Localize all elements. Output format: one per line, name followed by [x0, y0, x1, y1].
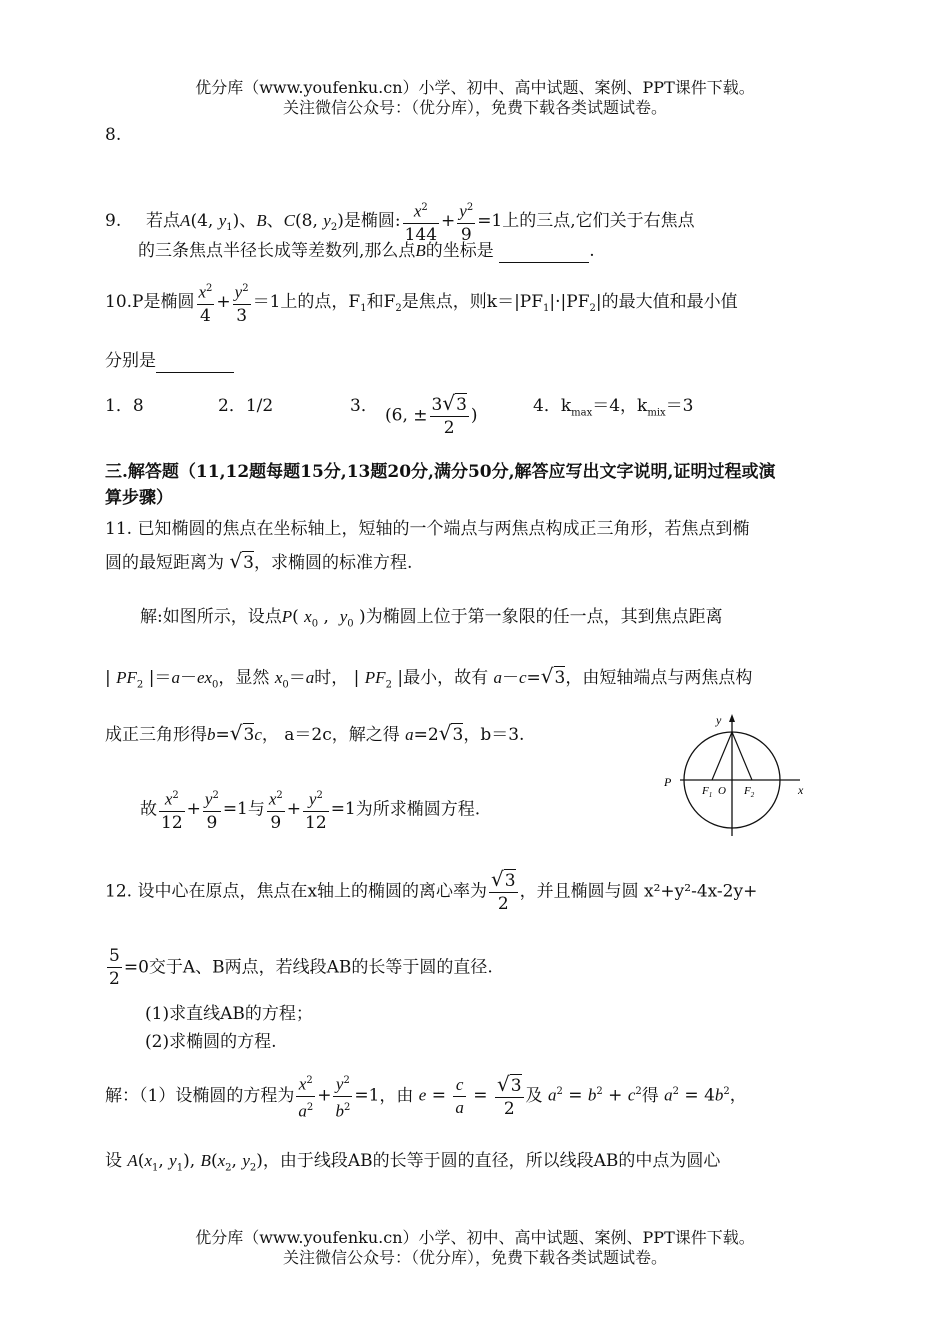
question-11-line-2: 圆的最短距离为 √3，求椭圆的标准方程. [105, 549, 413, 573]
header-line-2: 关注微信公众号：（优分库），免费下载各类试题试卷。 [282, 98, 667, 117]
q9-frac-y: $\frac{y^2}{9}$ [457, 197, 475, 246]
figure-y-arrow [729, 714, 735, 722]
question-9-line-1: 9. 若点A(4, $y_1$)、B、C(8, $y_2$)是椭圆: $\frac{x^2}{144}$ + $\frac{y^2}{9}$ =1上的三点,它们关于右焦点 [105, 197, 695, 246]
q10-frac-y: $\frac{y^2}{3}$ [234, 282, 249, 326]
question-12-line-1: 12. 设中心在原点，焦点在x轴上的椭圆的离心率为 $\frac{√3}{2}$ ，并且椭圆与圆 x²+y²-4x-2y+ [105, 867, 758, 914]
q9-intro: 若点 [146, 210, 181, 231]
figure-label-f1: $F_1$ [702, 785, 713, 799]
figure-triangle-right [732, 732, 752, 780]
q9-number: 9. [105, 210, 122, 231]
q9-point-a: A [180, 210, 191, 230]
q11-solution-line-4: 故 $\frac{x^2}{12}$ + $\frac{y^2}{9}$ =1与 $\frac{x^2}{9}$ + $\frac{y^2}{12}$ =1为所求椭圆方程. [140, 785, 480, 834]
footer-line-1: 优分库（www.youfenku.cn）小学、初中、高中试题、案例、PPT课件下载。 [195, 1228, 755, 1247]
ellipse-figure [660, 708, 820, 838]
question-12-part-1: (1)求直线AB的方程； [145, 1004, 313, 1024]
question-12-part-2: (2)求椭圆的方程. [145, 1032, 277, 1052]
answer-3: 3． [350, 396, 378, 416]
section-3-title-line-2: 算步骤） [105, 488, 173, 508]
question-8-number: 8. [105, 125, 122, 145]
answer-2: 2．1/2 [218, 396, 274, 416]
q12-solution-line-1: 解：（1）设椭圆的方程为 $\frac{x^2}{a^2}$ + $\frac{y^2}{b^2}$ =1，由 e = $\frac{c}{a}$ = $\frac{√3}{2}$ 及 $a^2 = b^2 + c^2$得 $a^2 = 4b^2$， [105, 1071, 747, 1121]
q9-end: 上的三点,它们关于右焦点 [502, 210, 695, 231]
figure-label-x: x [798, 783, 804, 797]
figure-label-f2: $F_2$ [744, 785, 755, 799]
figure-label-o: O [718, 785, 726, 797]
q9-answer-blank [499, 240, 589, 263]
footer-line-2: 关注微信公众号：（优分库），免费下载各类试题试卷。 [282, 1248, 667, 1267]
header-line-1: 优分库（www.youfenku.cn）小学、初中、高中试题、案例、PPT课件下载。 [195, 78, 755, 97]
figure-label-p: P [664, 775, 672, 789]
q9-mid: 是椭圆: [343, 210, 401, 231]
answer-3-value: (6, ± $\frac{3√3}{2}$ ) [385, 391, 478, 438]
q11-solution-line-1: 解:如图所示，设点P( $x_0$ , $y_0$ )为椭圆上位于第一象限的任一点，其到焦点距离 [140, 607, 723, 630]
q9-point-b: B [256, 210, 267, 230]
question-11-line-1: 11. 已知椭圆的焦点在坐标轴上，短轴的一个端点与两焦点构成正三角形，若焦点到椭 [105, 519, 750, 539]
q9-frac-x: $\frac{x^2}{144}$ [403, 197, 439, 246]
figure-triangle-left [712, 732, 732, 780]
q10-frac-x: $\frac{x^2}{4}$ [198, 282, 213, 326]
question-9-line-2: 的三条焦点半径长成等差数列,那么点B的坐标是 . [138, 241, 595, 261]
q9-point-c: C [283, 210, 295, 230]
answer-4: 4．$k_{max}=4$，$k_{mix}=3$ [533, 396, 694, 419]
q10-answer-blank [156, 350, 234, 373]
q12-solution-line-2: 设 $A(x_1$, $y_1$), $B(x_2$, $y_2$)，由于线段AB的长等于圆的直径，所以线段AB的中点为圆心 [105, 1151, 721, 1174]
question-10-line-2: 分别是 [105, 350, 234, 373]
q11-solution-line-3: 成正三角形得b=√3c， a＝2c，解之得 a=2√3，b＝3. [105, 721, 525, 745]
answer-1: 1．8 [105, 396, 144, 416]
figure-label-y: y [716, 713, 722, 727]
question-10-line-1: 10.P是椭圆 $\frac{x^2}{4}$ + $\frac{y^2}{3}$ ＝1上的点，$F_1$和$F_2$是焦点，则$k=|PF_1|\cdot|PF_2|$的最大值和最小值 [105, 278, 738, 327]
section-3-title-line-1: 三.解答题（11,12题每题15分,13题20分,满分50分,解答应写出文字说明,证明过程或演 [105, 462, 776, 482]
q11-solution-line-2: | $PF_2$ $|=a-ex_0$，显然 $x_0=a$时， | $PF_2$ |最小，故有 a－c=√3，由短轴端点与两焦点构 [105, 664, 753, 691]
question-12-line-2: $\frac{5}{2}$ =0交于A、B两点，若线段AB的长等于圆的直径. [109, 946, 493, 989]
